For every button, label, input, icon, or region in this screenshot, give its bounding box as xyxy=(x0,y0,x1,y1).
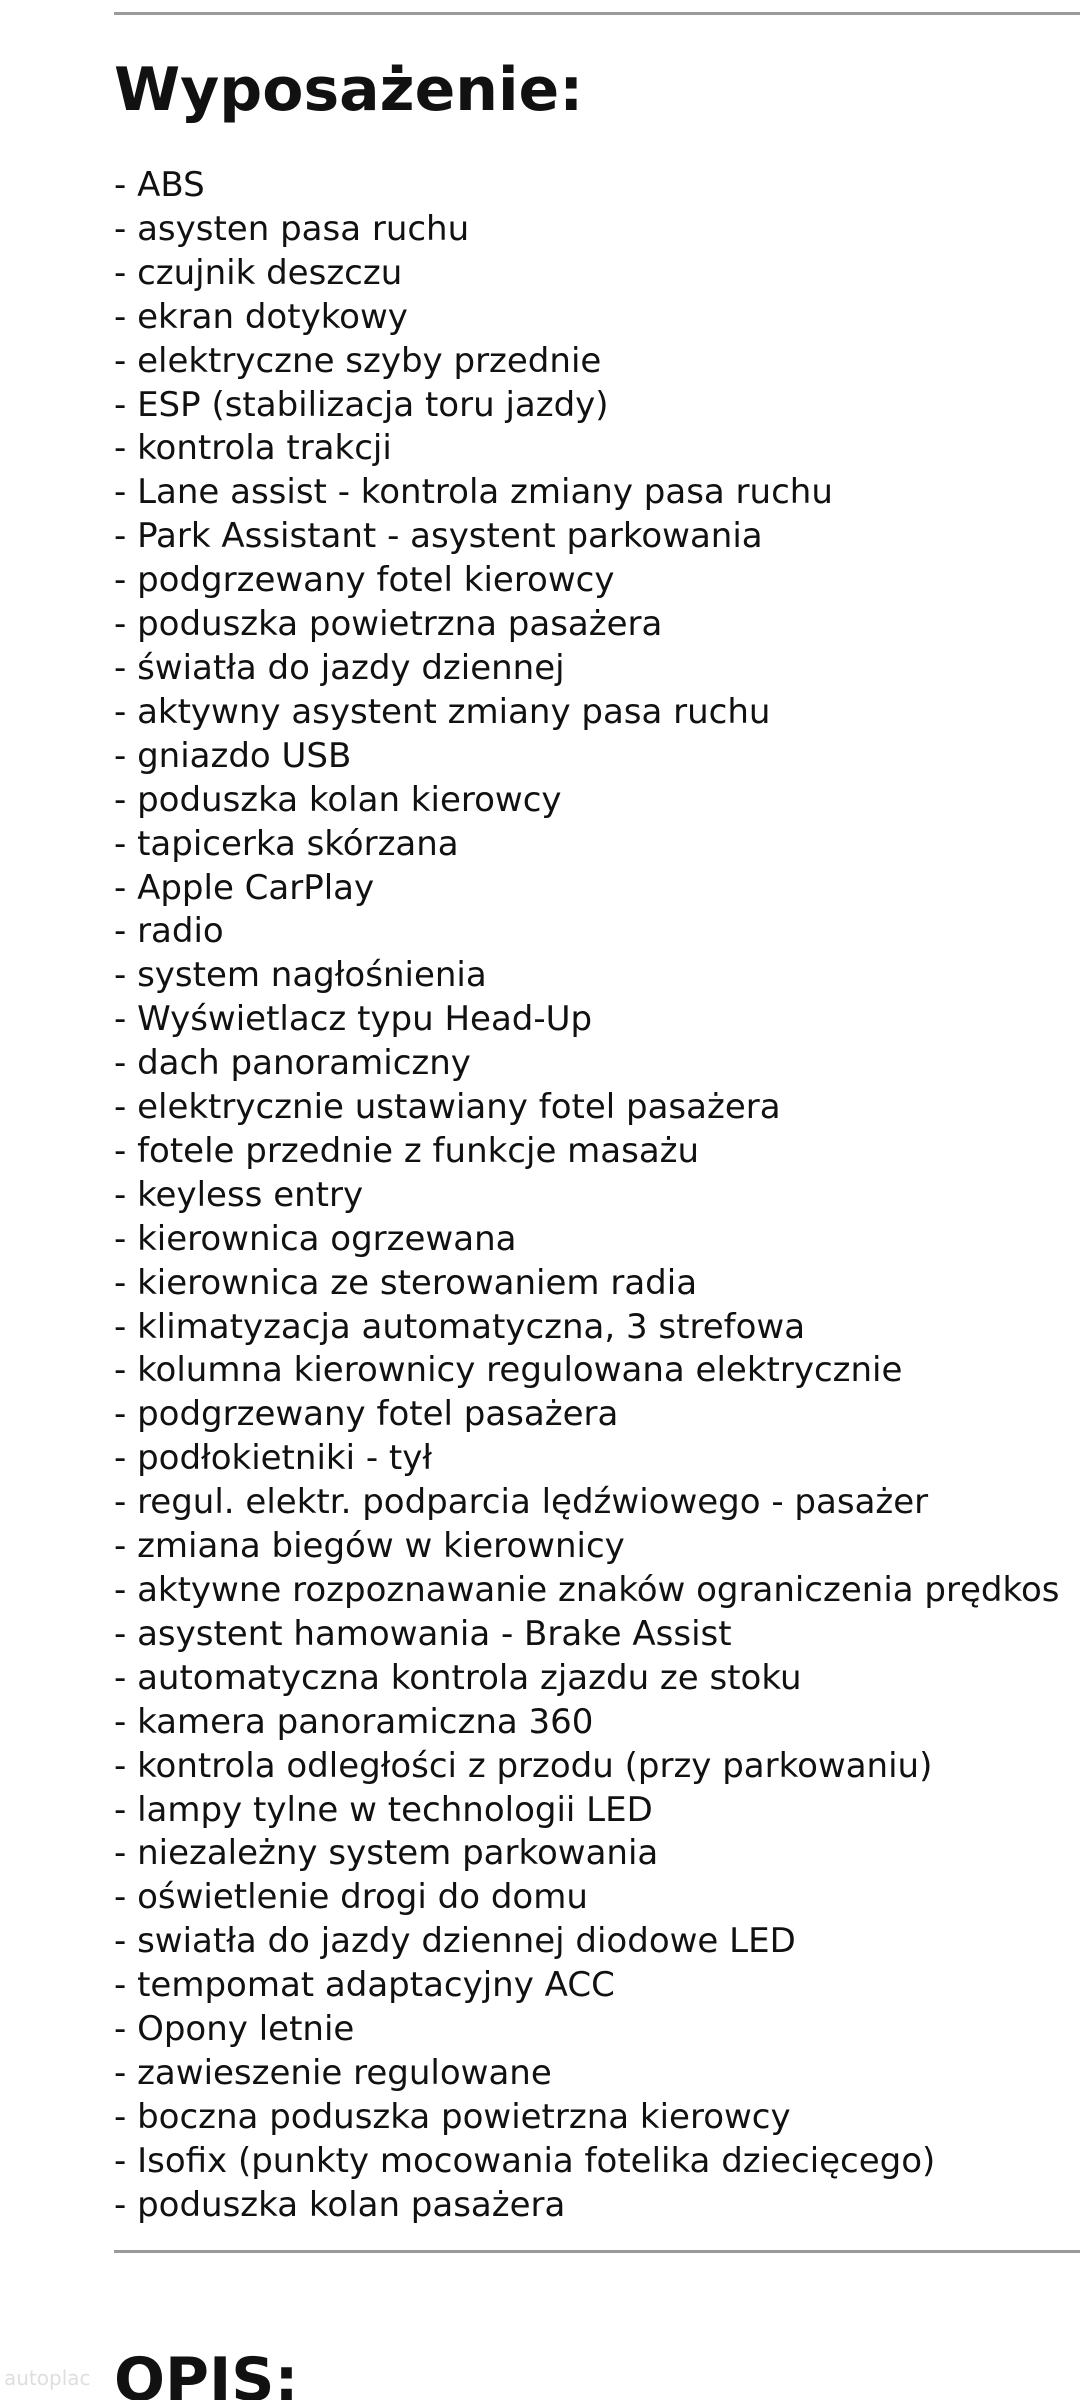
equipment-item: - kontrola trakcji xyxy=(114,428,392,469)
equipment-item: - radio xyxy=(114,911,224,952)
equipment-item: - Apple CarPlay xyxy=(114,867,375,908)
equipment-list xyxy=(114,164,1080,2228)
equipment-item: - ABS xyxy=(114,165,205,205)
equipment-item: - zawieszenie regulowane xyxy=(114,2052,552,2093)
equipment-item: - poduszka powietrzna pasażera xyxy=(114,604,663,645)
equipment-item: - elektryczne szyby przednie xyxy=(114,340,602,381)
equipment-item: - Isofix (punkty mocowania fotelika dziecięcego) xyxy=(114,2140,936,2181)
equipment-item: - poduszka kolan pasażera xyxy=(114,2184,566,2225)
equipment-item: - podgrzewany fotel pasażera xyxy=(114,1394,619,1435)
bottom-divider xyxy=(114,2250,1080,2253)
equipment-item: - dach panoramiczny xyxy=(114,1043,471,1084)
equipment-item: - regul. elektr. podparcia lędźwiowego - pasażer xyxy=(114,1482,929,1523)
equipment-item: - aktywne rozpoznawanie znaków ograniczenia prędkos xyxy=(114,1570,1060,1610)
equipment-item: - tapicerka skórzana xyxy=(114,823,459,864)
equipment-item: - czujnik deszczu xyxy=(114,252,403,293)
equipment-item: - asystent hamowania - Brake Assist xyxy=(114,1613,732,1654)
equipment-title: Wyposażenie: xyxy=(114,55,584,125)
equipment-item: - podgrzewany fotel kierowcy xyxy=(114,560,615,601)
equipment-item: - światła do jazdy dziennej xyxy=(114,647,565,688)
equipment-item: - system nagłośnienia xyxy=(114,955,487,996)
top-divider xyxy=(114,12,1080,15)
equipment-item: - elektrycznie ustawiany fotel pasażera xyxy=(114,1087,781,1128)
equipment-item: - Park Assistant - asystent parkowania xyxy=(114,516,763,557)
equipment-item: - keyless entry xyxy=(114,1174,364,1215)
equipment-item: - oświetlenie drogi do domu xyxy=(114,1877,588,1918)
description-title: OPIS: xyxy=(114,2345,299,2400)
equipment-item: - lampy tylne w technologii LED xyxy=(114,1789,653,1830)
equipment-item: - Opony letnie xyxy=(114,2009,355,2050)
equipment-item: - poduszka kolan kierowcy xyxy=(114,779,562,820)
equipment-item: - fotele przednie z funkcje masażu xyxy=(114,1130,700,1171)
equipment-item: - Lane assist - kontrola zmiany pasa ruchu xyxy=(114,472,833,513)
equipment-item: - asysten pasa ruchu xyxy=(114,208,470,249)
watermark: autoplac xyxy=(4,2366,91,2390)
equipment-item: - ESP (stabilizacja toru jazdy) xyxy=(114,384,609,425)
equipment-item: - zmiana biegów w kierownicy xyxy=(114,1526,625,1567)
equipment-item: - aktywny asystent zmiany pasa ruchu xyxy=(114,691,771,732)
equipment-item: - kierownica ze sterowaniem radia xyxy=(114,1262,698,1303)
equipment-item: - ekran dotykowy xyxy=(114,296,408,337)
equipment-item: - swiatła do jazdy dziennej diodowe LED xyxy=(114,1921,796,1962)
equipment-item: - tempomat adaptacyjny ACC xyxy=(114,1965,615,2006)
equipment-item: - podłokietniki - tył xyxy=(114,1438,433,1479)
equipment-item: - automatyczna kontrola zjazdu ze stoku xyxy=(114,1657,802,1698)
equipment-item: - klimatyzacja automatyczna, 3 strefowa xyxy=(114,1306,806,1347)
equipment-item: - niezależny system parkowania xyxy=(114,1833,659,1874)
equipment-item: - kierownica ogrzewana xyxy=(114,1218,517,1259)
equipment-item: - boczna poduszka powietrzna kierowcy xyxy=(114,2096,791,2137)
equipment-item: - gniazdo USB xyxy=(114,735,352,776)
equipment-item: - Wyświetlacz typu Head-Up xyxy=(114,999,593,1040)
equipment-item: - kontrola odległości z przodu (przy parkowaniu) xyxy=(114,1745,933,1786)
equipment-item: - kolumna kierownicy regulowana elektrycznie xyxy=(114,1350,903,1391)
equipment-item: - kamera panoramiczna 360 xyxy=(114,1701,594,1742)
